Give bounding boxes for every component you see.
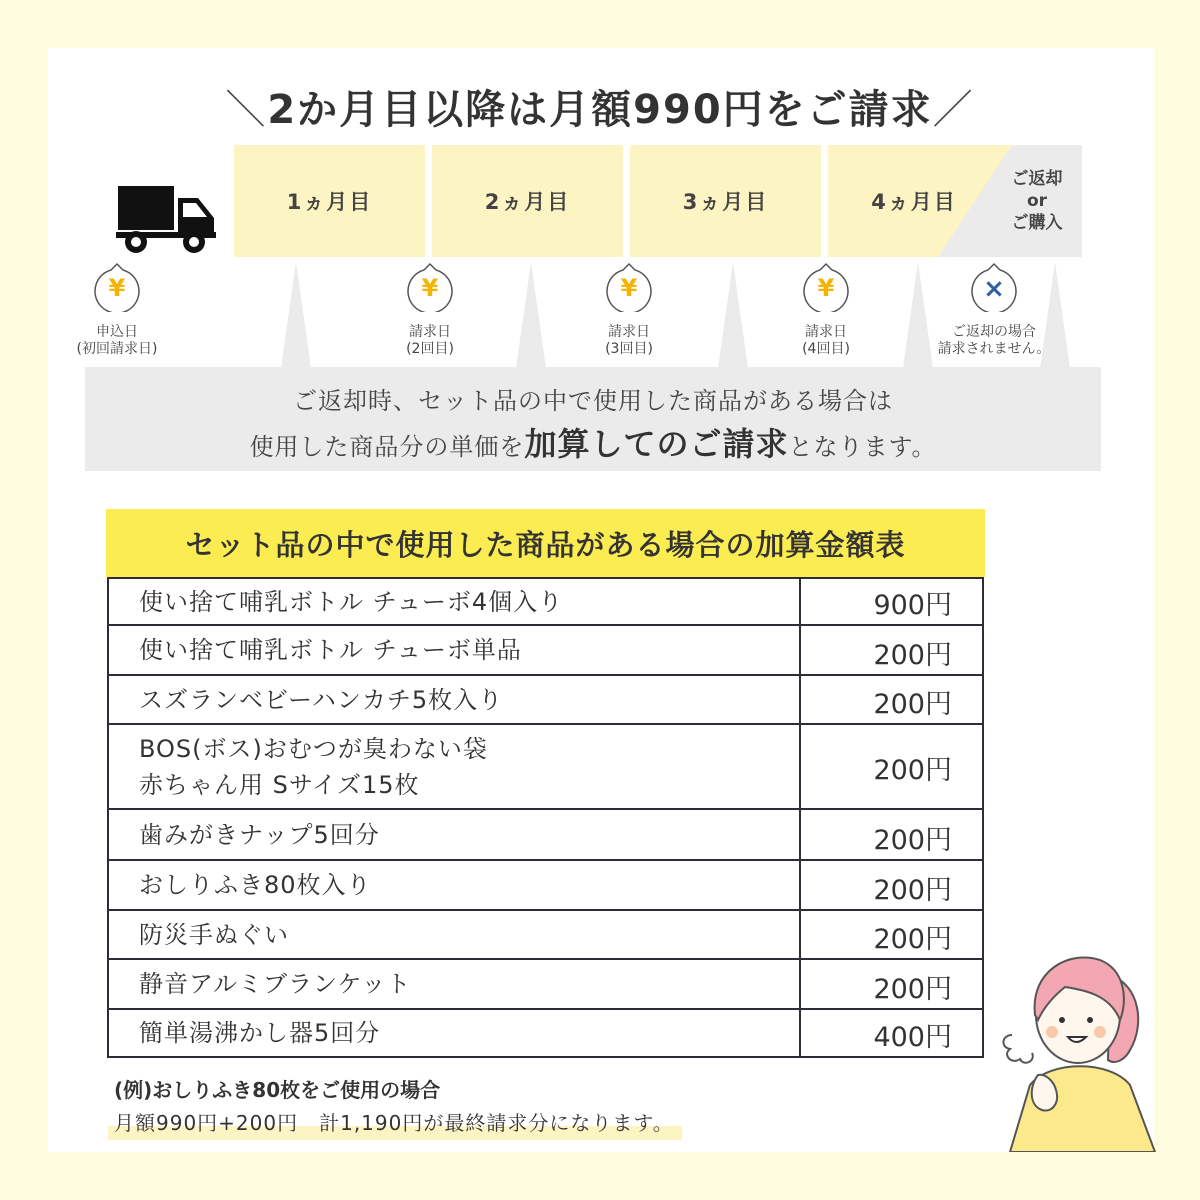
svg-text:¥: ¥ [108, 274, 126, 302]
price-table [107, 577, 984, 1058]
truck-icon [116, 186, 216, 254]
notice-line-1: ご返却時、セット品の中で使用した商品がある場合は [293, 387, 893, 415]
yen-marker-icon [92, 262, 142, 312]
month-1: 1ヵ月目 [234, 145, 425, 257]
svg-text:¥: ¥ [620, 274, 638, 302]
table-row [108, 1009, 983, 1057]
divider-spike [516, 262, 546, 368]
month-3: 3ヵ月目 [630, 145, 821, 257]
svg-text:¥: ¥ [421, 274, 439, 302]
return-or-purchase-label: ご返却 or ご購入 [1011, 169, 1063, 233]
example-note [114, 1074, 678, 1136]
divider-spike [281, 262, 311, 368]
notice-emphasis: 加算してのご請求 [524, 425, 789, 463]
item-price: 200円 [800, 959, 983, 1009]
item-name: BOS(ボス)おむつが臭わない袋 赤ちゃん用 Sサイズ15枚 [108, 724, 800, 809]
notice-line-2: 使用した商品分の単価を加算してのご請求となります。 [249, 425, 937, 463]
table-row [108, 724, 983, 809]
item-price: 200円 [800, 675, 983, 724]
item-name: 静音アルミブランケット [108, 959, 800, 1009]
yen-marker-icon [405, 262, 455, 312]
woman-illustration [990, 935, 1170, 1152]
item-price: 200円 [800, 809, 983, 860]
table-row [108, 809, 983, 860]
headline-right-slash: ／ [932, 87, 975, 133]
month-4: 4ヵ月目 [871, 190, 957, 214]
headline-text: 2か月目以降は月額990円をご請求 [267, 87, 933, 133]
item-price: 200円 [800, 860, 983, 910]
table-row [108, 860, 983, 910]
item-name: おしりふき80枚入り [108, 860, 800, 910]
item-name: 使い捨て哺乳ボトル チューボ単品 [108, 625, 800, 675]
table-row [108, 910, 983, 959]
marker-label-billing-2: 請求日 (2回目) [406, 324, 454, 357]
example-title: (例)おしりふき80枚をご使用の場合 [114, 1078, 441, 1102]
close-marker-icon [969, 262, 1019, 312]
table-row [108, 578, 983, 625]
marker-label-billing-3: 請求日 (3回目) [605, 324, 653, 357]
headline-left-slash: ＼ [225, 87, 268, 133]
page-headline [0, 78, 1200, 135]
item-price: 200円 [800, 910, 983, 959]
return-notice [85, 367, 1101, 471]
table-row [108, 625, 983, 675]
item-price: 200円 [800, 625, 983, 675]
yen-marker-icon [604, 262, 654, 312]
item-name: 簡単湯沸かし器5回分 [108, 1009, 800, 1057]
table-row [108, 959, 983, 1009]
svg-text:×: × [983, 274, 1005, 304]
table-row [108, 675, 983, 724]
example-detail: 月額990円+200円 計1,190円が最終請求分になります。 [114, 1107, 678, 1136]
item-price: 400円 [800, 1009, 983, 1057]
svg-text:¥: ¥ [817, 274, 835, 302]
item-price: 900円 [800, 578, 983, 625]
price-table-title: セット品の中で使用した商品がある場合の加算金額表 [106, 509, 985, 577]
yen-marker-icon [801, 262, 851, 312]
month-2: 2ヵ月目 [432, 145, 623, 257]
marker-label-application: 申込日 (初回請求日) [76, 324, 158, 357]
marker-label-return: ご返却の場合 請求されません。 [937, 324, 1051, 357]
item-name: スズランベビーハンカチ5枚入り [108, 675, 800, 724]
item-name: 使い捨て哺乳ボトル チューボ4個入り [108, 578, 800, 625]
item-name: 歯みがきナップ5回分 [108, 809, 800, 860]
item-name: 防災手ぬぐい [108, 910, 800, 959]
marker-label-billing-4: 請求日 (4回目) [802, 324, 850, 357]
divider-spike [718, 262, 748, 368]
item-price: 200円 [800, 724, 983, 809]
